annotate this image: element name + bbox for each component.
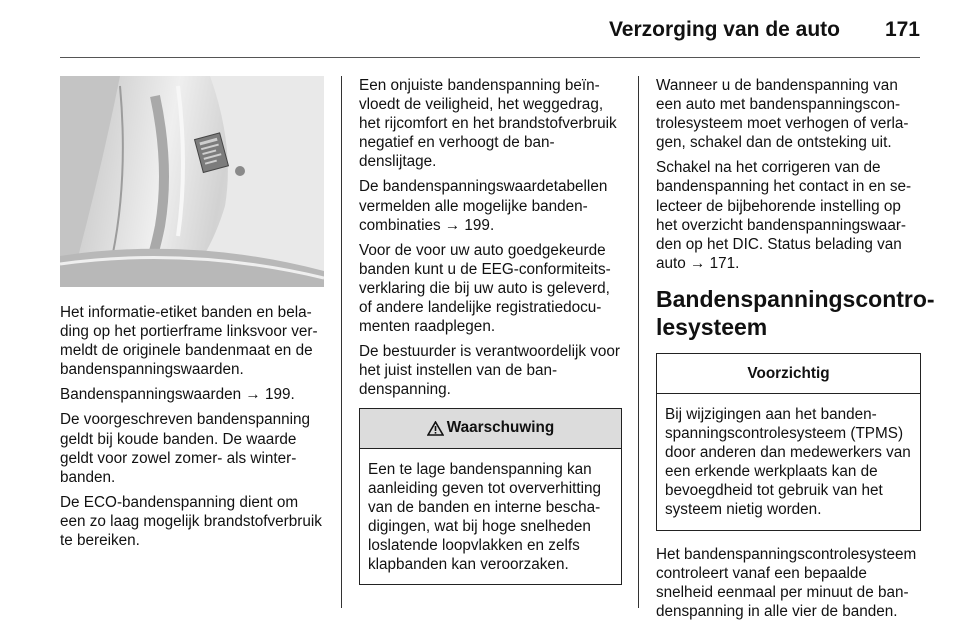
caution-text: Bij wijzigingen aan het bandenspanningscontrolesysteem (TPMS) door anderen dan medewerkers van een erkende werkplaats kan de bevoegdheid tot gebruik van het systeem nietig worden. xyxy=(665,405,911,519)
paragraph: Het bandenspanningscontrolesysteem controleert vanaf een bepaalde snelheid eenmaal per minuut de bandenspanning in alle vier de banden. xyxy=(656,545,917,620)
door-frame-illustration xyxy=(60,76,324,287)
caution-header xyxy=(657,354,920,394)
header-rule xyxy=(60,57,920,58)
header-title: Verzorging van de auto xyxy=(608,18,840,41)
paragraph: De voorgeschreven bandenspanning geldt bij koude banden. De waarde geldt voor zowel zomer- als winterbanden. xyxy=(60,411,311,486)
paragraph: De ECO-bandenspanning dient om een zo laag mogelijk brandstofverbruik te bereiken. xyxy=(60,493,322,550)
paragraph: Voor de voor uw auto goedgekeurde banden kunt u de EEG-conformiteitsverklaring die bij uw auto is geleverd, of andere landelijke registratiedocumenten raadplegen. xyxy=(359,241,611,336)
caution-title: Voorzichtig xyxy=(747,364,830,382)
column-2 xyxy=(359,76,622,599)
warning-triangle-icon xyxy=(427,421,444,436)
warning-header xyxy=(360,409,621,449)
caution-box xyxy=(656,353,921,531)
warning-title: Waarschuwing xyxy=(446,419,555,437)
page-header xyxy=(60,14,920,48)
column-divider-1 xyxy=(341,76,342,608)
paragraph-reference: Bandenspanningswaarden → 199. xyxy=(60,386,295,404)
paragraph: Het informatie-etiket banden en belading op het portierframe linksvoor vermeldt de originele bandenmaat en de bandenspanningswaarden. xyxy=(60,304,318,379)
column-3 xyxy=(656,76,935,627)
page-number: 171 xyxy=(884,18,920,41)
warning-box xyxy=(359,408,622,586)
warning-text: Een te lage bandenspanning kan aanleiding geven tot oververhitting van de banden en interne beschadigingen, wat bij hoge snelheden loslatende loopvlakken en zelfs klapbanden kan veroorzaken. xyxy=(368,460,602,573)
paragraph: Een onjuiste bandenspanning beïnvloedt de veiligheid, het weggedrag, het rijcomfort en het brandstofverbruik negatief en verhoogt de bandenslijtage. xyxy=(359,77,617,171)
door-frame-label-photo xyxy=(60,76,324,287)
column-1 xyxy=(60,76,325,556)
paragraph: De bestuurder is verantwoordelijk voor het juist instellen van de bandenspanning. xyxy=(359,343,621,399)
paragraph-reference: Schakel na het corrigeren van de bandenspanning het contact in en selecteer de bijbehorende instelling op het overzicht bandenspanningswaarden op het DIC. Status belading van auto → 171. xyxy=(656,159,912,272)
paragraph: Wanneer u de bandenspanning van een auto met bandenspanningscontrolesysteem moet verhogen of verlagen, schakel dan de ontsteking uit. xyxy=(656,77,909,152)
column-divider-2 xyxy=(638,76,639,608)
section-heading: Bandenspanningscontrolesysteem xyxy=(656,285,935,340)
paragraph-reference: De bandenspanningswaardetabellen vermelden alle mogelijke bandencombinaties → 199. xyxy=(359,178,608,234)
